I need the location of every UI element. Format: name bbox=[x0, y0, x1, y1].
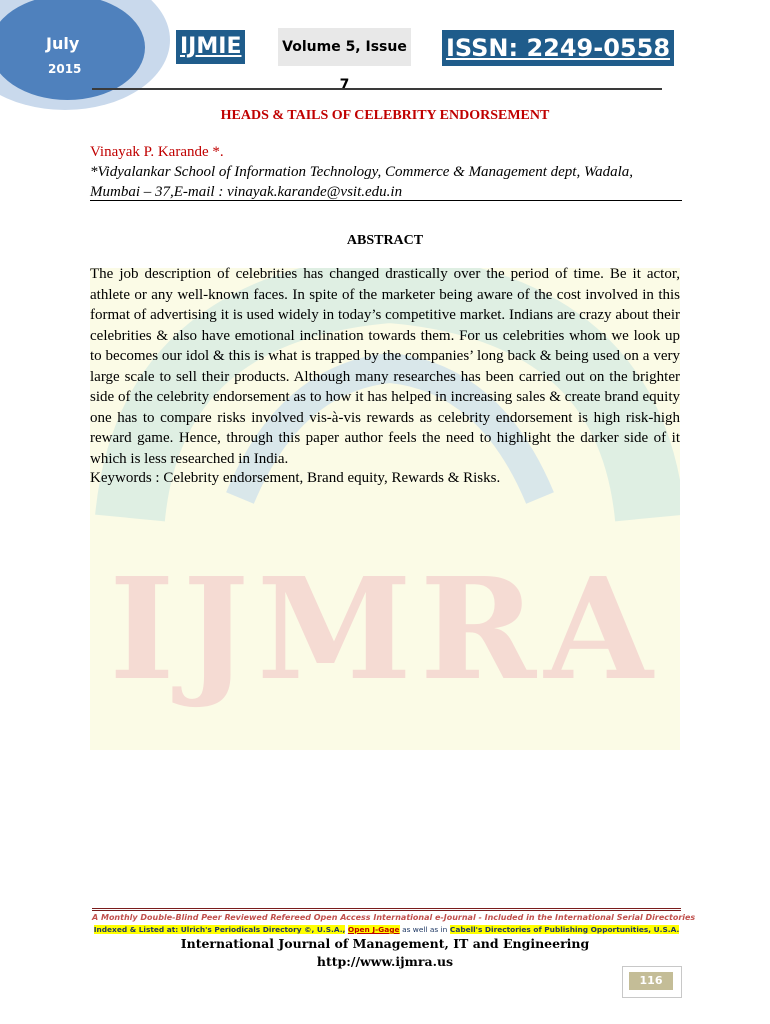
footer-indexing bbox=[92, 925, 681, 934]
paper-title: HEADS & TAILS OF CELEBRITY ENDORSEMENT bbox=[220, 108, 550, 123]
page-number: 116 bbox=[629, 972, 673, 990]
indexing-open-j-gage: Open J-Gage bbox=[347, 925, 400, 934]
abstract-heading: ABSTRACT bbox=[346, 233, 424, 248]
keywords: Keywords : Celebrity endorsement, Brand equity, Rewards & Risks. bbox=[90, 470, 501, 486]
footer-description: A Monthly Double-Blind Peer Reviewed Refereed Open Access International e-Journal - Included in the International Serial Directories bbox=[92, 913, 696, 922]
journal-abbreviation: IJMIE bbox=[176, 30, 245, 64]
issue-year: 2015 bbox=[48, 62, 82, 76]
affiliation-line-2: Mumbai – 37,E-mail : vinayak.karande@vsit.edu.in bbox=[90, 184, 403, 200]
author-affiliation bbox=[90, 162, 682, 202]
abstract-body: The job description of celebrities has changed drastically over the period of time. Be it actor, athlete or any well-known faces. In spite of the marketer being aware of the cost involved in this format of advertising it is used widely in today’s competitive market. Indians are crazy about their celebrities & also have emotional inclination towards them. For us celebrities whom we look up to becomes our idol & this is what is trapped by the companies’ long back & being used on a very large scale to sell their products. Although many researches has been carried out on the brighter side of the celebrity endorsement as to how it has helped in increasing sales & create brand equity one has to compare risks involved vis-à-vis rewards as celebrity endorsement is high risk-high reward game. Hence, through this paper author feels the need to highlight the darker side of it which is less researched in India. bbox=[90, 266, 680, 467]
footer-url[interactable]: http://www.ijmra.us bbox=[316, 954, 454, 969]
footer-divider bbox=[92, 908, 681, 911]
indexing-cabell: Cabell's Directories of Publishing Opportunities, U.S.A. bbox=[449, 925, 680, 934]
footer-journal-name: International Journal of Management, IT and Engineering bbox=[180, 936, 590, 951]
indexing-ulrich: Indexed & Listed at: Ulrich's Periodicals Directory ©, U.S.A., bbox=[93, 925, 346, 934]
volume-issue: Volume 5, Issue 7 bbox=[278, 28, 411, 66]
watermark-text: IJMRA bbox=[109, 548, 661, 712]
issue-month: July bbox=[46, 34, 80, 53]
author-name: Vinayak P. Karande *. bbox=[90, 144, 224, 160]
issn-label: ISSN: 2249-0558 bbox=[442, 30, 674, 66]
affiliation-divider bbox=[90, 200, 682, 201]
indexing-connector: as well as in bbox=[402, 925, 448, 934]
affiliation-line-1: *Vidyalankar School of Information Technology, Commerce & Management dept, Wadala, bbox=[90, 164, 633, 180]
header-divider bbox=[92, 88, 662, 90]
